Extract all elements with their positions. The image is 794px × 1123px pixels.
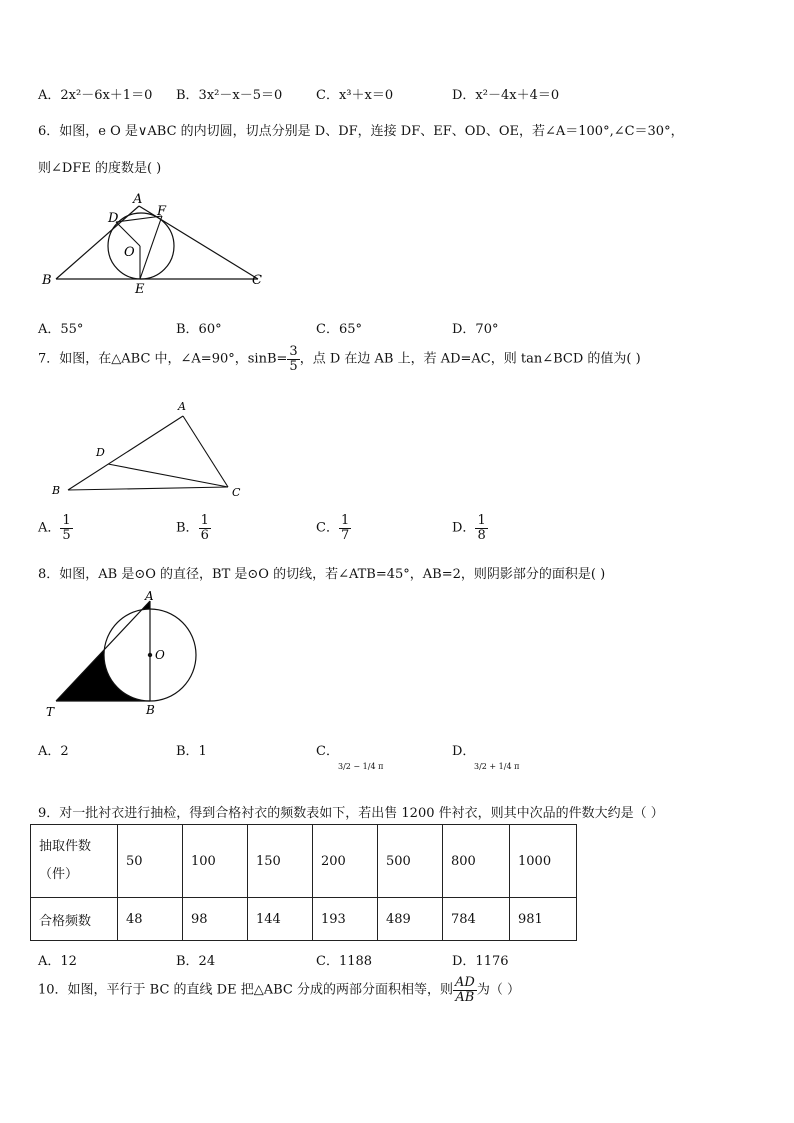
table-cell: 784 xyxy=(443,898,510,941)
q8-option-c-prefix: C． xyxy=(316,744,339,759)
q7-side-bc xyxy=(68,487,228,490)
q6-label-o: O xyxy=(124,245,135,260)
q6-label-a: A xyxy=(133,192,143,207)
table-cell: 800 xyxy=(443,825,510,898)
q6-label-b: B xyxy=(42,273,52,288)
q8-option-a: A．2 xyxy=(38,744,69,759)
q8-option-d-prefix: D． xyxy=(452,744,476,759)
q10-frac-den: AB xyxy=(455,989,475,1005)
table-cell: 981 xyxy=(510,898,577,941)
q7-side-ac xyxy=(183,416,228,487)
q8-label-t: T xyxy=(46,705,55,719)
q7-label-b: B xyxy=(52,484,61,497)
table-cell: 193 xyxy=(313,898,378,941)
q7-option-b: B． $\frac{1}{6}$ xyxy=(176,513,209,543)
q8-option-b: B．1 xyxy=(176,744,207,759)
q6-option-b: B．60° xyxy=(176,322,222,337)
q6-radius-od xyxy=(116,222,140,246)
q7-frac-num: 3 xyxy=(289,344,298,359)
q10-question xyxy=(38,976,520,1004)
q6-label-f: F xyxy=(157,204,167,219)
q9-option-b: B．24 xyxy=(176,954,216,969)
q8-label-o: O xyxy=(155,648,165,662)
q6-option-a: A．55° xyxy=(38,322,84,337)
table-row xyxy=(31,898,577,941)
table-cell: 1000 xyxy=(510,825,577,898)
q6-question-line2: 则∠DFE 的度数是( ) xyxy=(38,161,162,176)
q9-frequency-table xyxy=(30,824,577,941)
q8-option-c-expr: 3/2 − 1/4 π xyxy=(338,762,384,771)
table-header-cell: 合格频数 xyxy=(31,898,118,941)
q5-option-a: A．2x²－6x＋1＝0 xyxy=(38,88,153,103)
q8-center-dot xyxy=(148,653,152,657)
table-cell: 48 xyxy=(118,898,183,941)
table-cell: 200 xyxy=(313,825,378,898)
q7-frac-den: 5 xyxy=(289,358,298,374)
q9-option-d: D．1176 xyxy=(452,954,509,969)
q6-option-c: C．65° xyxy=(316,322,362,337)
q7-side-ab xyxy=(68,416,183,490)
q6-label-e: E xyxy=(135,282,145,295)
q7-option-a: A． $\frac{1}{5}$ xyxy=(38,513,71,543)
q7-sinb-fraction xyxy=(287,345,299,373)
q6-question-line1: 6．如图，e O 是∨ABC 的内切圆，切点分别是 D、DF，连接 DF、EF、OD、OE，若∠A＝100°,∠C＝30°， xyxy=(38,124,684,139)
q6-option-d: D．70° xyxy=(452,322,499,337)
q8-label-a: A xyxy=(145,590,154,603)
table-cell: 50 xyxy=(118,825,183,898)
q6-figure xyxy=(36,190,276,295)
table-row xyxy=(31,825,577,898)
table-cell: 100 xyxy=(183,825,248,898)
q10-text-before: 10．如图，平行于 BC 的直线 DE 把△ABC 分成的两部分面积相等，则 xyxy=(38,982,453,998)
q8-figure xyxy=(42,590,212,722)
table-cell: 150 xyxy=(248,825,313,898)
q8-question: 8．如图，AB 是⊙O 的直径，BT 是⊙O 的切线，若∠ATB=45°，AB=2，则阴影部分的面积是( ) xyxy=(38,567,606,582)
q10-frac-num: AD xyxy=(455,975,475,990)
q8-option-d-expr: 3/2 + 1/4 π xyxy=(474,762,520,771)
q7-text-before: 7．如图，在△ABC 中，∠A=90°，sinB= xyxy=(38,351,288,367)
q9-question: 9．对一批衬衣进行抽检，得到合格衬衣的频数表如下，若出售 1200 件衬衣，则其中次品的件数大约是（ ） xyxy=(38,806,664,821)
q8-label-b: B xyxy=(146,703,155,717)
q6-label-c: C xyxy=(252,273,262,288)
q6-chord-ef xyxy=(140,216,162,279)
q9-option-a: A．12 xyxy=(38,954,77,969)
q10-fraction xyxy=(453,976,477,1004)
q10-text-after: 为（ ） xyxy=(476,982,520,998)
q7-segment-cd xyxy=(108,464,228,487)
q5-option-b: B．3x²－x－5＝0 xyxy=(176,88,283,103)
table-cell: 98 xyxy=(183,898,248,941)
q7-option-c: C． $\frac{1}{7}$ xyxy=(316,513,350,543)
q7-text-after: ，点 D 在边 AB 上，若 AD=AC，则 tan∠BCD 的值为( ) xyxy=(299,351,641,367)
q5-option-c: C．x³＋x＝0 xyxy=(316,88,394,103)
table-cell: 144 xyxy=(248,898,313,941)
q7-question xyxy=(38,345,641,373)
table-cell: 500 xyxy=(378,825,443,898)
table-cell: 489 xyxy=(378,898,443,941)
q6-label-d: D xyxy=(108,211,119,226)
q5-option-d: D．x²－4x＋4＝0 xyxy=(452,88,560,103)
q7-label-a: A xyxy=(178,400,186,413)
q9-option-c: C．1188 xyxy=(316,954,373,969)
q7-option-d: D． $\frac{1}{8}$ xyxy=(452,513,486,543)
q7-figure xyxy=(48,398,248,503)
table-header-cell: 抽取件数 （件） xyxy=(31,825,118,898)
q7-label-d: D xyxy=(96,446,105,459)
q7-label-c: C xyxy=(232,486,241,499)
